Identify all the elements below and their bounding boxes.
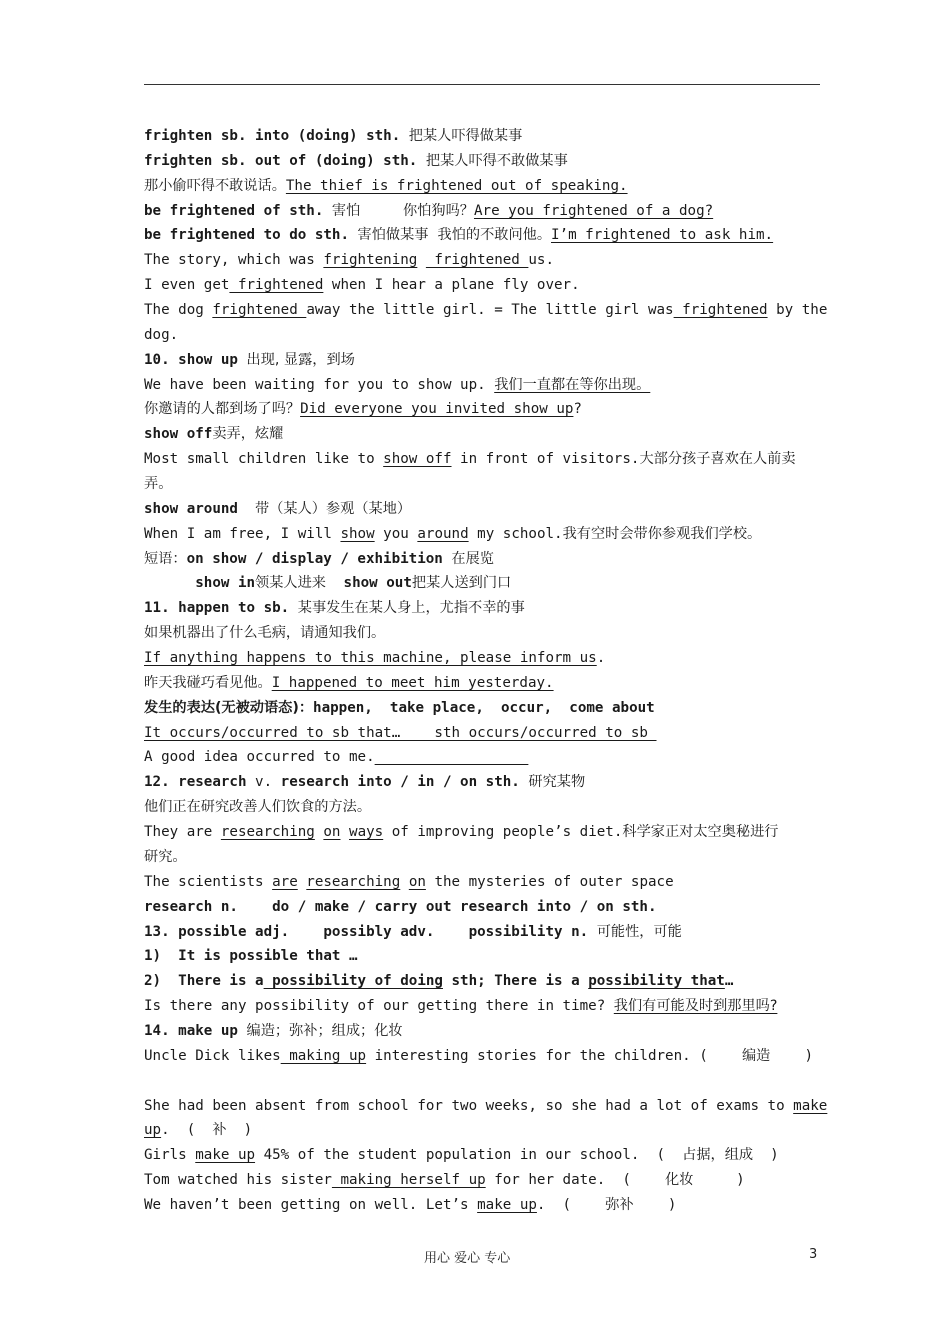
text-segment: frightened [212, 302, 307, 319]
page-number: 3 [809, 1247, 818, 1262]
text-segment: 12. research [144, 774, 256, 791]
header-rule [144, 84, 820, 85]
text-segment: show off [144, 426, 213, 443]
text-segment: 某事发生在某人身上，尤指不幸的事 [297, 600, 525, 617]
text-segment: making herself up [331, 1172, 486, 1189]
text-segment: I happened to meet him yesterday. [271, 674, 554, 691]
text-segment: Is there any possibility of our getting there in time? [144, 998, 614, 1015]
text-segment: by the [767, 302, 828, 319]
text-segment: on show / display / exhibition [186, 550, 452, 567]
text-segment: 10. show up [144, 351, 247, 368]
text-segment: 2) There is a [144, 973, 264, 990]
text-segment: show [340, 525, 375, 542]
footer-motto: 用心 爱心 专心 [424, 1251, 511, 1266]
text-segment: v. [255, 774, 281, 791]
text-segment: show off [383, 451, 452, 468]
text-line [144, 820, 824, 845]
text-segment: A good idea occurred to me. [144, 749, 375, 766]
text-segment: 占据，组成 [682, 1147, 754, 1164]
text-segment: us. [528, 252, 555, 269]
text-segment: ways [349, 824, 384, 841]
text-segment: The thief is frightened out of speaking. [285, 177, 628, 194]
text-line [144, 770, 824, 795]
text-segment: I’m frightened to ask him. [551, 227, 774, 244]
text-line [144, 373, 824, 398]
text-line [144, 920, 824, 945]
text-line [144, 124, 824, 149]
text-segment: 把某人吓得做某事 [408, 128, 523, 144]
text-segment: The scientists [144, 873, 273, 890]
text-segment: 出现, 显露，到场 [246, 351, 355, 368]
text-line [144, 298, 828, 323]
text-segment: dog. [144, 326, 179, 343]
text-segment: 那小偷吓得不敢说话。 [144, 177, 286, 194]
text-segment [375, 749, 529, 765]
text-segment: 14. make up [144, 1022, 247, 1039]
text-segment: We have been waiting for you to show up. [144, 376, 495, 393]
text-segment: 我有空时会带你参观我们学校。 [562, 525, 762, 542]
text-line [144, 1094, 828, 1119]
text-segment: 在展览 [451, 550, 494, 567]
text-segment: Uncle Dick likes [144, 1047, 281, 1064]
text-line [144, 795, 824, 820]
text-line [144, 1019, 824, 1044]
text-line [144, 745, 824, 770]
text-segment: I even get [144, 277, 230, 294]
text-segment: frightening [323, 252, 418, 269]
text-line [144, 323, 824, 348]
text-segment: ) [226, 1122, 253, 1139]
text-segment: ? [573, 401, 582, 418]
text-segment: frightened [425, 252, 529, 269]
text-line [144, 447, 824, 472]
text-segment [298, 874, 307, 890]
text-segment: 补 [212, 1122, 227, 1139]
text-segment: 领某人进来 [255, 575, 336, 592]
text-segment: my school. [468, 525, 563, 542]
text-segment [340, 824, 349, 840]
text-segment: show in [144, 575, 256, 592]
text-segment: 如果机器出了什么毛病，请通知我们。 [144, 625, 386, 642]
text-segment: Are you frightened of a dog? [473, 202, 714, 219]
text-line [144, 994, 824, 1019]
text-segment: 可能性，可能 [596, 923, 682, 940]
text-segment: Girls [144, 1147, 196, 1164]
text-segment: ) [633, 1196, 677, 1213]
text-line [144, 571, 824, 596]
text-segment: 编造；弥补；组成；化妆 [246, 1022, 403, 1039]
text-segment: away the little girl. = The little girl was [306, 302, 674, 319]
text-segment [360, 203, 403, 219]
text-segment: frighten sb. into (doing) sth. [144, 128, 409, 144]
text-segment: be frightened of sth. [144, 202, 332, 219]
text-segment: 把某人吓得不敢做某事 [425, 152, 568, 169]
text-segment: 科学家正对太空奥秘进行 [622, 824, 779, 841]
text-segment: sth; There is a [442, 973, 589, 990]
text-segment: possibility of doing [263, 973, 443, 990]
text-segment: . [596, 650, 606, 667]
text-line [144, 497, 824, 522]
text-line [144, 1044, 824, 1069]
text-line [144, 621, 824, 646]
text-segment: 我们有可能及时到那里吗? [613, 998, 778, 1015]
text-segment: 编造 [741, 1047, 771, 1064]
text-line [144, 348, 824, 373]
text-segment: 发生的表达(无被动语态)： [144, 699, 314, 716]
text-segment: Tom watched his sister [144, 1172, 332, 1189]
text-segment: 你邀请的人都到场了吗？ [144, 401, 301, 418]
text-line [144, 149, 824, 174]
text-line [144, 895, 824, 920]
text-segment: She had been absent from school for two weeks, so she had a lot of exams to [144, 1097, 794, 1114]
text-segment: ) [770, 1047, 814, 1064]
text-segment: Did everyone you invited show up [300, 401, 574, 418]
text-segment: If anything happens to this machine, please inform us [144, 650, 597, 667]
text-segment: make up [195, 1147, 256, 1164]
text-segment: When I am free, I will [144, 525, 341, 542]
text-segment: 短语： [144, 550, 187, 567]
text-line [144, 199, 824, 224]
text-segment: show around [144, 500, 256, 517]
text-line [144, 721, 824, 746]
text-segment: ) [753, 1147, 779, 1164]
text-line [144, 870, 824, 895]
text-segment: 化妆 [665, 1172, 694, 1189]
text-segment: … [724, 973, 734, 990]
text-segment: . ( [161, 1122, 213, 1139]
page-footer [0, 1247, 950, 1267]
text-segment: The dog [144, 302, 213, 319]
text-line [144, 248, 824, 273]
text-segment: up [144, 1122, 162, 1139]
text-segment: 他们正在研究改善人们饮食的方法。 [144, 799, 372, 816]
text-line [144, 1168, 824, 1193]
text-line [144, 944, 824, 969]
text-line [144, 1193, 824, 1218]
text-segment: 研究某物 [528, 774, 586, 791]
text-segment: researching [306, 873, 401, 890]
text-segment: We haven’t been getting on well. Let’s [144, 1196, 478, 1213]
text-segment: 1) It is possible that … [144, 948, 358, 965]
text-segment: be frightened to do sth. [144, 227, 358, 244]
text-segment: on [408, 873, 426, 890]
text-segment: on [323, 824, 341, 841]
text-segment: frightened [673, 302, 768, 319]
text-line [144, 472, 824, 497]
text-line [144, 273, 824, 298]
text-segment: of improving people’s diet. [383, 824, 623, 841]
text-segment: 13. possible adj. possibly adv. possibility n. [144, 923, 597, 940]
text-segment: happen, take place, occur, come about [313, 699, 655, 716]
text-segment: 我们一直都在等你出现。 [494, 376, 651, 393]
text-line [144, 422, 824, 447]
text-line [144, 1143, 824, 1168]
text-segment: show out [335, 575, 412, 592]
text-segment: for her date. ( [485, 1172, 666, 1189]
text-segment: 昨天我碰巧看见他。 [144, 674, 272, 691]
text-segment: 大部分孩子喜欢在人前卖 [639, 451, 796, 468]
text-line [144, 671, 824, 696]
text-line [144, 1118, 824, 1143]
text-segment: 带（某人）参观（某地） [255, 500, 412, 517]
text-segment: It occurs/occurred to sb that… sth occurs/occurred to sb [144, 724, 657, 741]
document-body [144, 124, 828, 1218]
text-line [144, 223, 824, 248]
text-line [144, 174, 824, 199]
text-segment: Most small children like to [144, 451, 384, 468]
text-segment: 弄。 [144, 476, 173, 493]
text-segment: in front of visitors. [451, 451, 640, 468]
text-segment: 45% of the student population in our school. ( [255, 1147, 683, 1164]
text-segment: 害怕做某事 我怕的不敢问他。 [357, 227, 552, 244]
text-segment: research n. do / make / carry out research into / on sth. [144, 898, 657, 915]
text-segment: 弥补 [605, 1196, 634, 1213]
text-segment: 11. happen to sb. [144, 600, 298, 617]
text-segment: making up [280, 1047, 367, 1064]
text-segment: The story, which was [144, 252, 324, 269]
text-segment: 害怕 [331, 202, 361, 219]
text-line [144, 397, 824, 422]
text-segment: research into / in / on sth. [280, 774, 529, 791]
text-segment: when I hear a plane fly over. [323, 277, 580, 294]
text-line [144, 646, 824, 671]
text-segment: 把某人送到门口 [411, 575, 512, 592]
text-segment: 你怕狗吗？ [403, 202, 474, 219]
text-segment: you [374, 525, 418, 542]
text-line [144, 547, 824, 572]
text-segment: frightened [229, 277, 324, 294]
text-line [144, 1069, 824, 1094]
text-segment: the mysteries of outer space [425, 873, 674, 890]
text-segment: 卖弄，炫耀 [212, 426, 284, 443]
text-segment: 研究。 [144, 848, 187, 865]
text-segment: make [793, 1097, 828, 1114]
text-segment: interesting stories for the children. ( [366, 1047, 742, 1064]
text-segment [417, 252, 426, 268]
text-segment: . ( [536, 1196, 606, 1213]
text-segment: possibility that [588, 973, 725, 990]
text-line [144, 596, 824, 621]
text-segment: around [417, 525, 469, 542]
text-segment: researching [220, 824, 315, 841]
text-line [144, 696, 824, 721]
text-line [144, 522, 824, 547]
text-segment: make up [477, 1196, 537, 1213]
text-segment: ) [693, 1172, 745, 1189]
text-line [144, 969, 824, 994]
text-segment: frighten sb. out of (doing) sth. [144, 152, 426, 169]
text-segment [400, 874, 409, 890]
text-segment: are [272, 873, 298, 890]
text-segment: They are [144, 824, 221, 841]
text-line [144, 845, 824, 870]
